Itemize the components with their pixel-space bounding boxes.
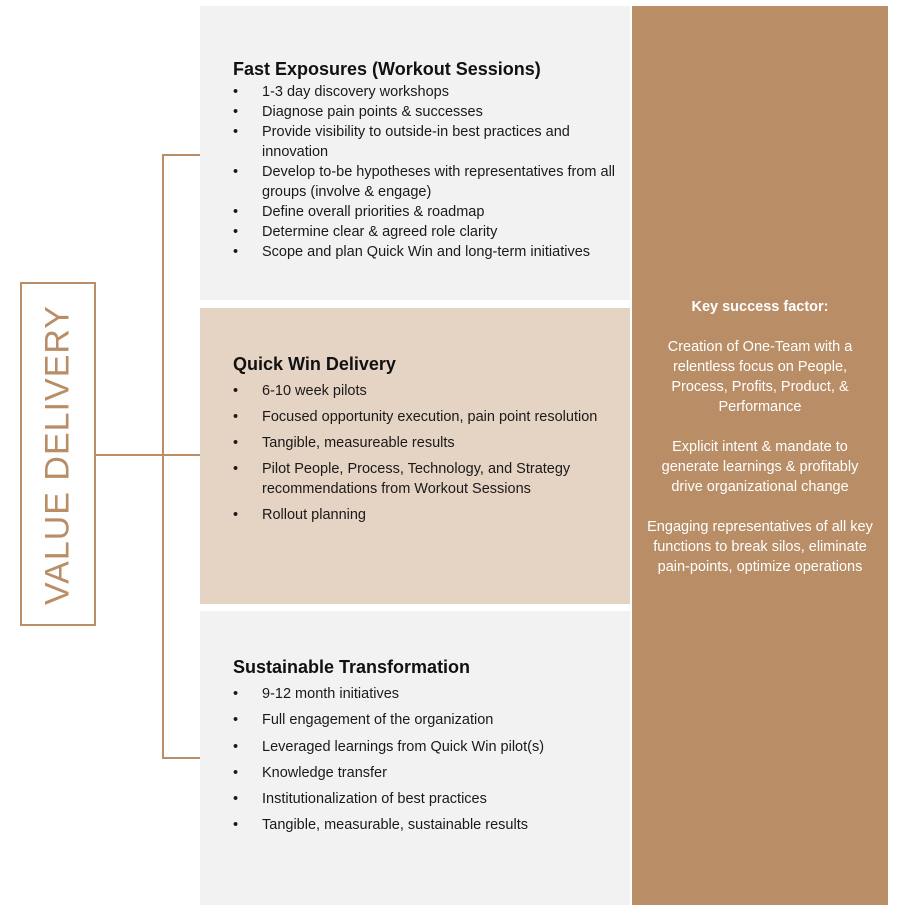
list-item: • Institutionalization of best practices bbox=[233, 789, 630, 809]
list-item: • Pilot People, Process, Technology, and Strategy recommendations from Workout Sessions bbox=[233, 459, 630, 499]
fast-exposures-list bbox=[233, 82, 630, 262]
sustainable-transformation-list bbox=[233, 684, 630, 835]
list-item: • Focused opportunity execution, pain point resolution bbox=[233, 407, 630, 427]
value-delivery-label: VALUE DELIVERY bbox=[38, 305, 77, 605]
connector-middle bbox=[162, 454, 200, 456]
list-item: • Provide visibility to outside-in best practices and innovation bbox=[233, 122, 630, 162]
key-success-paragraph: Creation of One-Team with a relentless focus on People, Process, Profits, Product, & Performance bbox=[667, 339, 853, 415]
list-item: • Rollout planning bbox=[233, 505, 630, 525]
quick-win-title: Quick Win Delivery bbox=[233, 354, 396, 374]
connector-top bbox=[162, 154, 200, 156]
list-item: • Tangible, measurable, sustainable results bbox=[233, 815, 630, 835]
list-item: • Determine clear & agreed role clarity bbox=[233, 222, 630, 242]
list-item: • Tangible, measureable results bbox=[233, 433, 630, 453]
key-success-panel bbox=[632, 6, 888, 905]
connector-bottom bbox=[162, 757, 200, 759]
key-success-paragraph: Engaging representatives of all key functions to break silos, eliminate pain-points, optimize operations bbox=[647, 519, 873, 575]
list-item: • 1-3 day discovery workshops bbox=[233, 82, 630, 102]
list-item: • 9-12 month initiatives bbox=[233, 684, 630, 704]
list-item: • 6-10 week pilots bbox=[233, 381, 630, 401]
quick-win-list bbox=[233, 381, 630, 525]
fast-exposures-panel bbox=[200, 6, 630, 300]
list-item: • Leveraged learnings from Quick Win pilot(s) bbox=[233, 737, 630, 757]
key-success-heading: Key success factor: bbox=[691, 299, 829, 315]
list-item: • Full engagement of the organization bbox=[233, 710, 630, 730]
key-success-paragraph: Explicit intent & mandate to generate learnings & profitably drive organizational change bbox=[661, 439, 859, 495]
list-item: • Diagnose pain points & successes bbox=[233, 102, 630, 122]
fast-exposures-title: Fast Exposures (Workout Sessions) bbox=[233, 59, 541, 79]
list-item: • Knowledge transfer bbox=[233, 763, 630, 783]
connector-vertical bbox=[162, 154, 164, 759]
list-item: • Scope and plan Quick Win and long-term initiatives bbox=[233, 242, 630, 262]
sustainable-transformation-panel bbox=[200, 611, 630, 905]
quick-win-panel bbox=[200, 308, 630, 604]
connector-stem bbox=[96, 454, 164, 456]
list-item: • Define overall priorities & roadmap bbox=[233, 202, 630, 222]
list-item: • Develop to-be hypotheses with representatives from all groups (involve & engage) bbox=[233, 162, 630, 202]
sustainable-transformation-title: Sustainable Transformation bbox=[233, 657, 471, 677]
